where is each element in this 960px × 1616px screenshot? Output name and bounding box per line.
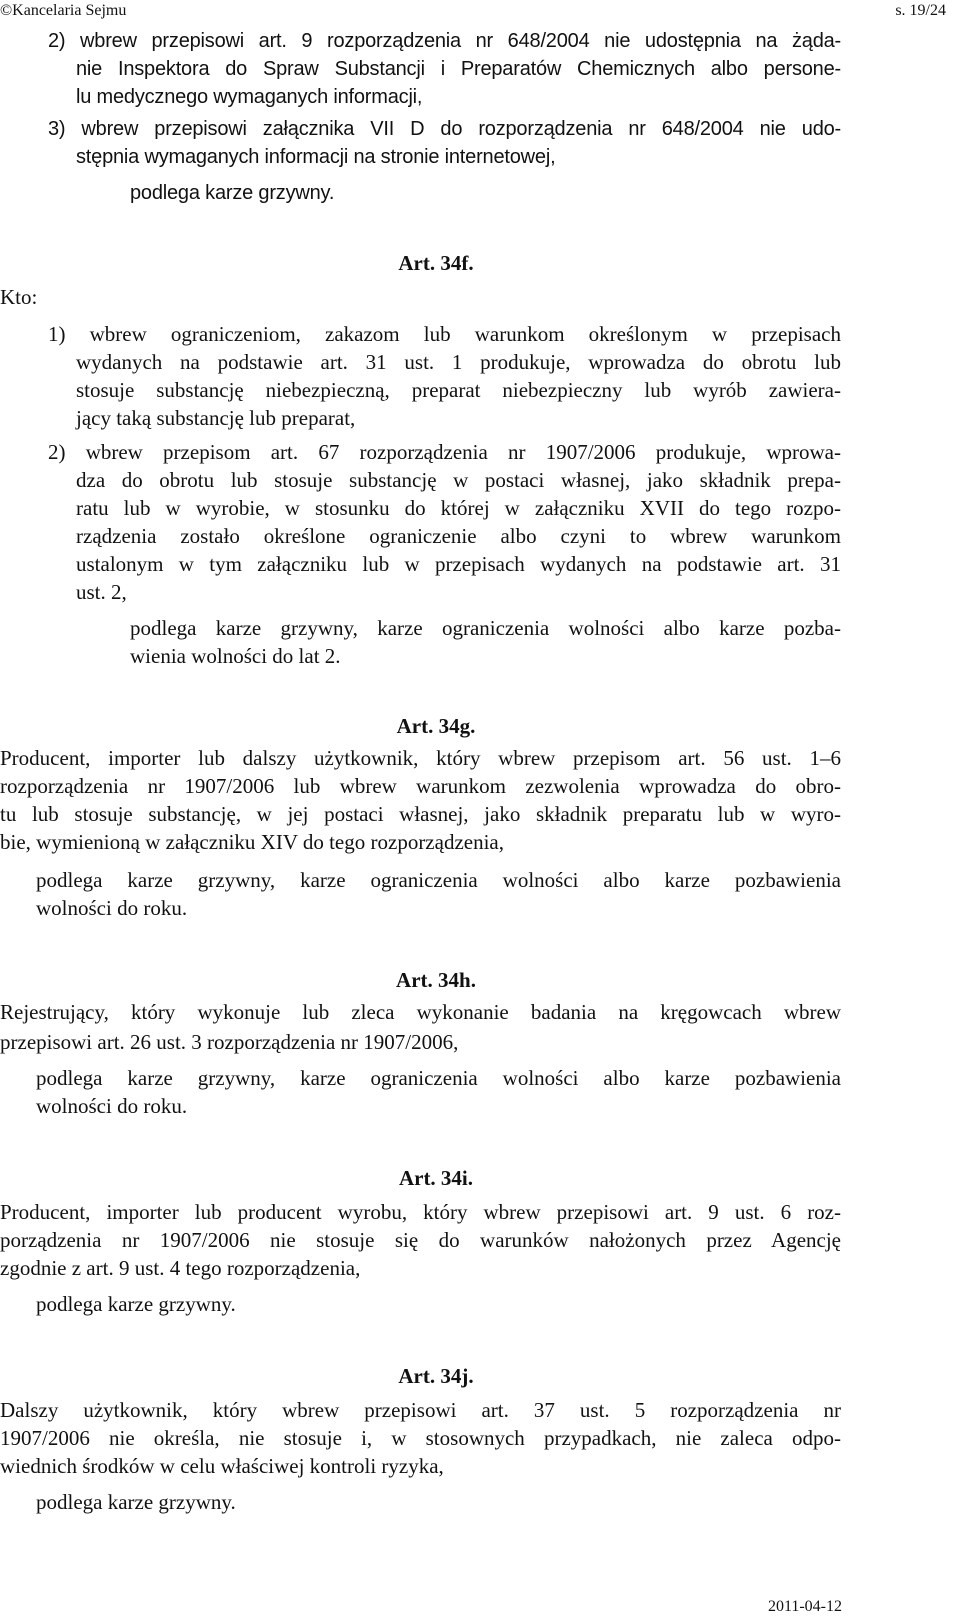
article-line: tu lub stosuje substancję, w jej postaci własnej, jako składnik preparatu lub w wyro- <box>0 802 841 826</box>
article-title: Art. 34f. <box>398 251 474 275</box>
article-title: Art. 34i. <box>398 1166 474 1190</box>
article-line: Producent, importer lub producent wyrobu, który wbrew przepisowi art. 9 ust. 6 roz- <box>0 1200 841 1224</box>
article-title: Art. 34h. <box>396 968 476 992</box>
penalty-text: podlega karze grzywny, karze ograniczenia wolności albo karze pozbawienia <box>36 868 841 892</box>
document-date: 2011-04-12 <box>767 1598 842 1615</box>
article-line: Producent, importer lub dalszy użytkownik, który wbrew przepisom art. 56 ust. 1–6 <box>0 746 841 770</box>
article-line: ust. 2, <box>76 580 127 604</box>
top-line: nie Inspektora do Spraw Substancji i Preparatów Chemicznych albo persone- <box>76 58 841 80</box>
article-line: Rejestrujący, który wykonuje lub zleca wykonanie badania na kręgowcach wbrew <box>0 1000 841 1024</box>
article-line: wiednich środków w celu właściwej kontroli ryzyka, <box>0 1454 444 1478</box>
article-line: stosuje substancję niebezpieczną, preparat niebezpieczny lub wyrób zawiera- <box>76 378 841 402</box>
article-line: ustalonym w tym załączniku lub w przepisach wydanych na podstawie art. 31 <box>76 552 841 576</box>
penalty-text: podlega karze grzywny. <box>130 182 335 204</box>
article-line: Dalszy użytkownik, który wbrew przepisowi art. 37 ust. 5 rozporządzenia nr <box>0 1398 841 1422</box>
penalty-text: wienia wolności do lat 2. <box>130 644 341 668</box>
penalty-text: podlega karze grzywny, karze ograniczenia wolności albo karze pozba- <box>130 616 841 640</box>
penalty-text: wolności do roku. <box>36 1094 188 1118</box>
penalty-text: podlega karze grzywny. <box>36 1490 236 1514</box>
article-line: porządzenia nr 1907/2006 nie stosuje się do warunków nałożonych przez Agencję <box>0 1228 841 1252</box>
top-line: 3) wbrew przepisowi załącznika VII D do rozporządzenia nr 648/2004 nie udo- <box>48 118 841 140</box>
article-line: rozporządzenia nr 1907/2006 lub wbrew warunkom zezwolenia wprowadza do obro- <box>0 774 841 798</box>
article-line: 2) wbrew przepisom art. 67 rozporządzenia nr 1907/2006 produkuje, wprowa- <box>48 440 841 464</box>
article-line: zgodnie z art. 9 ust. 4 tego rozporządzenia, <box>0 1256 361 1280</box>
article-line: bie, wymienioną w załączniku XIV do tego rozporządzenia, <box>0 830 504 854</box>
top-line: lu medycznego wymaganych informacji, <box>76 86 423 108</box>
article-line: przepisowi art. 26 ust. 3 rozporządzenia nr 1907/2006, <box>0 1030 459 1054</box>
kto-label: Kto: <box>0 285 38 309</box>
penalty-text: wolności do roku. <box>36 896 188 920</box>
article-line: dza do obrotu lub stosuje substancję w postaci własnej, jako składnik prepa- <box>76 468 841 492</box>
article-line: jący taką substancję lub preparat, <box>76 406 356 430</box>
article-line: 1907/2006 nie określa, nie stosuje i, w stosownych przypadkach, nie zaleca odpo- <box>0 1426 841 1450</box>
penalty-text: podlega karze grzywny. <box>36 1292 236 1316</box>
article-line: 1) wbrew ograniczeniom, zakazom lub warunkom określonym w przepisach <box>48 322 841 346</box>
article-title: Art. 34j. <box>398 1364 474 1388</box>
article-line: ratu lub w wyrobie, w stosunku do której w załączniku XVII do tego rozpo- <box>76 496 841 520</box>
article-line: rządzenia zostało określone ograniczenie albo czyni to wbrew warunkom <box>76 524 841 548</box>
article-line: wydanych na podstawie art. 31 ust. 1 produkuje, wprowadza do obrotu lub <box>76 350 841 374</box>
top-line: stępnia wymaganych informacji na stronie internetowej, <box>76 146 556 168</box>
penalty-text: podlega karze grzywny, karze ograniczenia wolności albo karze pozbawienia <box>36 1066 841 1090</box>
page-number: s. 19/24 <box>895 2 946 19</box>
top-line: 2) wbrew przepisowi art. 9 rozporządzenia nr 648/2004 nie udostępnia na żąda- <box>48 30 841 52</box>
header-source: ©Kancelaria Sejmu <box>0 2 127 19</box>
article-title: Art. 34g. <box>396 714 476 738</box>
